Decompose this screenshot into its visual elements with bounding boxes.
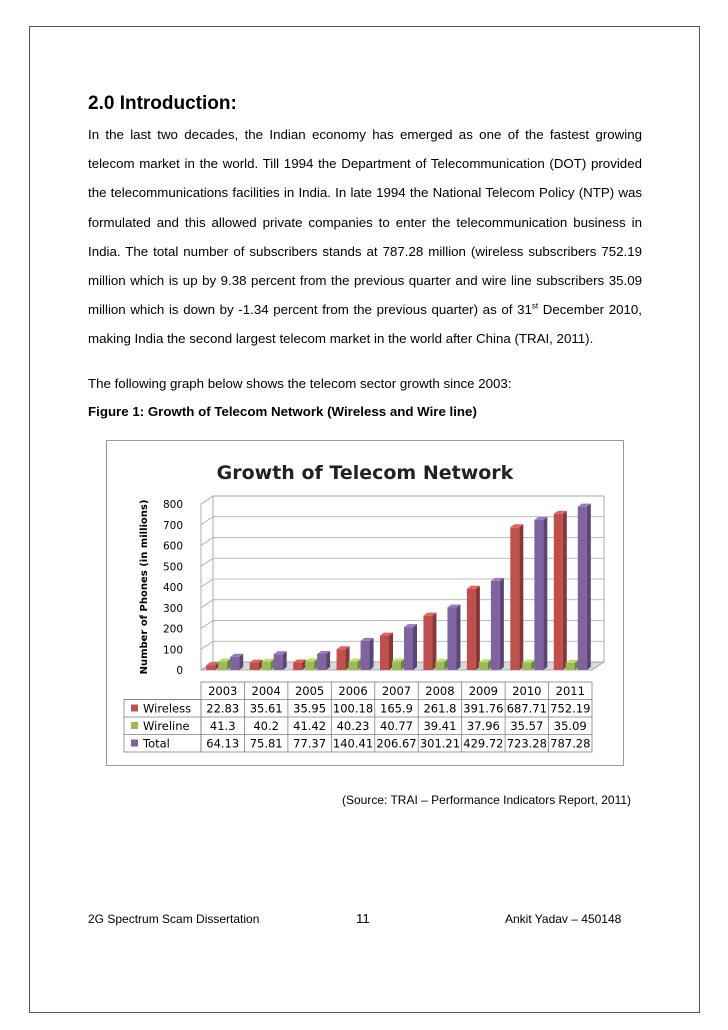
figure-source: (Source: TRAI – Performance Indicators Report, 2011) bbox=[342, 793, 632, 807]
data-value-total: 787.28 bbox=[550, 736, 591, 751]
bar-total-front bbox=[491, 581, 500, 670]
telecom-growth-chart bbox=[107, 441, 623, 765]
section-heading: 2.0 Introduction: bbox=[88, 93, 237, 114]
data-value-wireless: 261.8 bbox=[423, 701, 457, 716]
x-category-label: 2003 bbox=[208, 684, 238, 698]
bar-wireline-front bbox=[522, 663, 531, 670]
data-value-wireline: 35.57 bbox=[510, 719, 544, 733]
data-value-total: 723.28 bbox=[506, 736, 547, 751]
data-value-wireless: 752.19 bbox=[550, 701, 591, 716]
x-category-label: 2007 bbox=[381, 684, 412, 698]
data-value-total: 206.67 bbox=[376, 736, 417, 751]
footer-title: 2G Spectrum Scam Dissertation bbox=[88, 912, 260, 926]
legend-swatch-total bbox=[131, 740, 138, 747]
bar-wireless-front bbox=[510, 527, 519, 670]
data-value-total: 301.21 bbox=[419, 736, 461, 751]
bar-wireline-front bbox=[218, 661, 227, 670]
bar-total-side bbox=[413, 624, 417, 670]
legend-label-wireline: Wireline bbox=[143, 719, 190, 733]
intro-text-end: December 2010, making India the second largest telecom market in the world after China (TRAI, 2011). bbox=[88, 302, 642, 347]
data-value-total: 64.13 bbox=[206, 736, 240, 751]
data-value-wireless: 22.83 bbox=[206, 701, 240, 716]
data-value-total: 429.72 bbox=[463, 736, 504, 751]
bar-wireline-front bbox=[262, 662, 271, 670]
data-value-wireless: 100.18 bbox=[332, 701, 374, 716]
bar-wireline-front bbox=[479, 662, 488, 670]
data-value-wireline: 41.42 bbox=[293, 719, 327, 733]
data-value-wireline: 40.23 bbox=[336, 719, 370, 733]
data-value-total: 77.37 bbox=[293, 736, 327, 751]
data-value-wireline: 35.09 bbox=[553, 719, 587, 733]
bar-wireless-front bbox=[380, 636, 389, 670]
y-tick-label: 300 bbox=[162, 602, 183, 615]
lead-in-paragraph: The following graph below shows the telecom sector growth since 2003: bbox=[88, 376, 512, 391]
y-tick-label: 600 bbox=[162, 540, 183, 553]
figure-caption: Figure 1: Growth of Telecom Network (Wireless and Wire line) bbox=[88, 404, 477, 419]
bar-total-front bbox=[317, 654, 326, 670]
data-value-wireline: 39.41 bbox=[423, 719, 457, 733]
y-tick-label: 0 bbox=[176, 665, 183, 677]
bar-wireless-side bbox=[563, 511, 567, 670]
y-axis-label: Number of Phones (in millions) bbox=[139, 499, 150, 675]
data-value-total: 75.81 bbox=[249, 736, 283, 751]
data-value-wireless: 35.61 bbox=[249, 701, 283, 716]
x-category-label: 2004 bbox=[251, 684, 281, 698]
bar-wireline-front bbox=[305, 661, 314, 670]
bar-wireline-front bbox=[392, 662, 401, 670]
bar-total-side bbox=[326, 651, 330, 670]
legend-swatch-wireless bbox=[131, 705, 138, 712]
bar-wireless-front bbox=[423, 616, 432, 670]
data-value-wireline: 41.3 bbox=[209, 719, 236, 733]
bar-wireless-front bbox=[293, 663, 302, 670]
bar-total-front bbox=[361, 641, 370, 670]
bar-wireline-front bbox=[435, 662, 444, 670]
chart-frame bbox=[106, 440, 624, 766]
legend-label-wireless: Wireless bbox=[143, 701, 192, 716]
data-value-wireless: 391.76 bbox=[463, 701, 504, 716]
data-value-wireless: 165.9 bbox=[380, 701, 413, 716]
bar-total-side bbox=[283, 651, 287, 670]
data-value-wireless: 35.95 bbox=[293, 701, 327, 716]
bar-total-side bbox=[587, 504, 591, 670]
legend-swatch-wireline bbox=[131, 722, 138, 729]
bar-wireless-front bbox=[206, 665, 215, 670]
bar-wireline-front bbox=[566, 663, 575, 670]
bar-total-front bbox=[274, 654, 283, 670]
bar-wireless-side bbox=[476, 586, 480, 670]
bar-total-front bbox=[447, 607, 456, 670]
y-tick-label: 700 bbox=[162, 519, 183, 532]
y-tick-label: 400 bbox=[162, 582, 183, 594]
bar-total-front bbox=[534, 520, 543, 670]
x-category-label: 2005 bbox=[294, 684, 325, 698]
data-value-wireline: 40.2 bbox=[253, 719, 279, 733]
bar-total-front bbox=[230, 657, 239, 670]
y-tick-label: 500 bbox=[162, 561, 183, 574]
bar-total-side bbox=[370, 638, 374, 670]
data-value-total: 140.41 bbox=[332, 736, 374, 751]
data-value-wireline: 40.77 bbox=[380, 719, 413, 733]
legend-label-total: Total bbox=[143, 736, 170, 751]
chart-title: Growth of Telecom Network bbox=[216, 462, 514, 484]
bar-wireless-front bbox=[467, 589, 476, 670]
bar-total-front bbox=[404, 627, 413, 670]
intro-paragraph bbox=[88, 120, 642, 354]
bar-wireless-front bbox=[337, 649, 346, 670]
bar-wireline-front bbox=[349, 662, 358, 670]
footer-author: Ankit Yadav – 450148 bbox=[505, 912, 622, 926]
bar-wireless-front bbox=[554, 514, 563, 670]
bar-wireless-side bbox=[432, 613, 436, 670]
x-category-label: 2009 bbox=[468, 684, 499, 698]
bar-wireless-side bbox=[519, 524, 523, 670]
data-value-wireless: 687.71 bbox=[506, 701, 547, 716]
x-category-label: 2008 bbox=[425, 684, 455, 698]
bar-total-front bbox=[578, 507, 587, 670]
y-tick-label: 100 bbox=[162, 644, 183, 657]
x-category-label: 2010 bbox=[512, 684, 542, 698]
intro-text: In the last two decades, the Indian economy has emerged as one of the fastest growing telecom market in the world. Till 1994 the Department of Telecommunication (DOT) provided the telecommunications facilities in India. In late 1994 the National Telecom Policy (NTP) was formulated and this allowed private companies to enter the telecommunication business in India. The total number of subscribers stands at 787.28 million (wireless subscribers 752.19 million which is up by 9.38 percent from the previous quarter and wire line subscribers 35.09 million which is down by -1.34 percent from the previous quarter) as of 31 bbox=[88, 127, 642, 318]
x-category-label: 2006 bbox=[338, 684, 368, 698]
x-category-label: 2011 bbox=[555, 684, 585, 698]
bar-wireless-front bbox=[250, 663, 259, 670]
bar-total-side bbox=[543, 517, 547, 670]
data-value-wireline: 37.96 bbox=[466, 719, 500, 733]
y-tick-label: 800 bbox=[162, 499, 183, 511]
bar-total-side bbox=[456, 604, 460, 670]
bar-total-side bbox=[500, 578, 504, 670]
page-number: 11 bbox=[356, 911, 370, 926]
y-tick-label: 200 bbox=[162, 623, 183, 636]
intro-superscript: st bbox=[531, 301, 539, 311]
